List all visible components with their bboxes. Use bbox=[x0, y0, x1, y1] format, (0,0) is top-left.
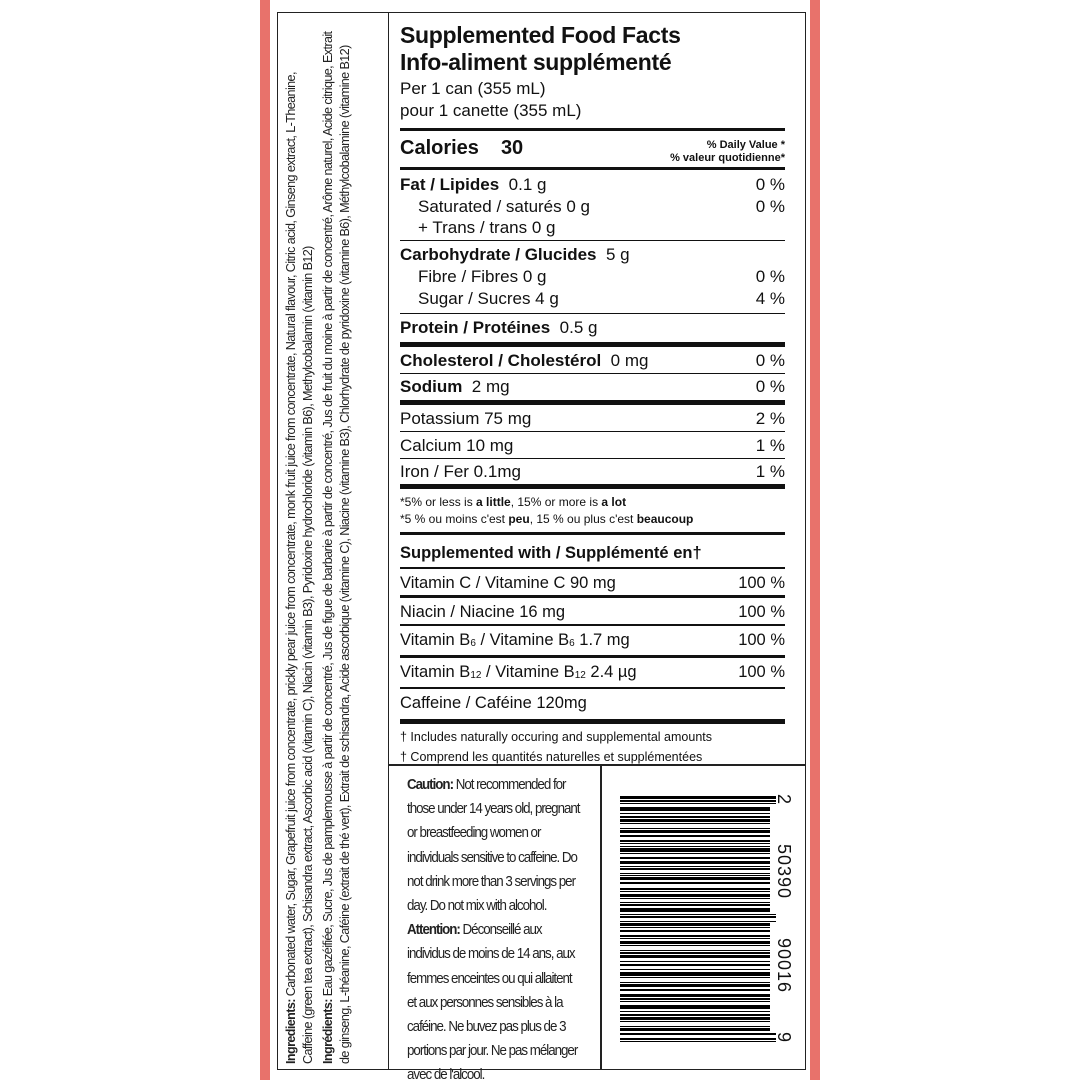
calories-row bbox=[400, 131, 785, 167]
saturated-label: Saturated / saturés 0 g bbox=[418, 196, 590, 216]
barcode-bar bbox=[620, 873, 770, 874]
barcode-bar bbox=[620, 1033, 776, 1035]
barcode-bar bbox=[620, 1026, 770, 1027]
vitamin-b6-pct: 100 % bbox=[738, 631, 785, 649]
barcode-bar bbox=[620, 961, 770, 962]
niacin-row bbox=[400, 598, 785, 624]
carb-value: 5 g bbox=[605, 244, 630, 264]
barcode-bar bbox=[620, 950, 770, 951]
iron-label: Iron / Fer 0.1mg bbox=[400, 461, 521, 481]
accent-stripe-left bbox=[260, 0, 270, 1080]
ingredients-en: Carbonated water, Sugar, Grapefruit juice from concentrate, prickly pear juice from concentrate, monk fruit juice from concentrate, Natural flavour, Citric acid, Ginseng extract, L-Theanine, Caffeine (green tea extract), Schisandra extract, Ascorbic acid (vitamin C), Niacin (vitamin B3), Pyridoxine hydrochloride (vitamin B6), Methylcobalamin (vitamin B12) bbox=[284, 72, 316, 1064]
protein-label: Protein / Protéines bbox=[400, 317, 551, 337]
barcode-bar bbox=[620, 964, 770, 966]
potassium-pct: 2 % bbox=[755, 408, 785, 428]
barcode-bar bbox=[620, 1028, 770, 1031]
fat-label: Fat / Lipides bbox=[400, 174, 500, 194]
barcode-bar bbox=[620, 800, 776, 802]
barcode-bar bbox=[620, 819, 770, 822]
sodium-row bbox=[400, 374, 785, 400]
sugar-label: Sugar / Sucres 4 g bbox=[418, 288, 559, 308]
barcode-bar bbox=[620, 914, 776, 915]
cholesterol-row bbox=[400, 347, 785, 373]
barcode-bar bbox=[620, 813, 770, 814]
barcode-bar bbox=[620, 882, 770, 884]
barcode-bar bbox=[620, 843, 770, 844]
vitamin-c-row bbox=[400, 569, 785, 595]
barcode-digit-last: 2 bbox=[774, 794, 794, 806]
caution-en-label: Caution: bbox=[407, 777, 453, 793]
fibre-pct: 0 % bbox=[755, 266, 785, 286]
barcode-bar bbox=[620, 803, 776, 804]
barcode-bar bbox=[620, 902, 770, 903]
note-fr: † Comprend les quantités naturelles et supplémentées bbox=[400, 750, 703, 764]
barcode-bar bbox=[620, 894, 770, 897]
saturated-pct: 0 % bbox=[755, 196, 785, 216]
potassium-label: Potassium 75 mg bbox=[400, 408, 532, 428]
caution-fr: Déconseillé aux individus de moins de 14 ans, aux femmes enceintes ou qui allaitent et aux personnes sensibles à la caféine. Ne buvez pas plus de 3 portions par jour. Ne pas mélanger avec de l'alcool. bbox=[407, 922, 578, 1084]
footnote-fr: *5 % ou moins c'est peu, 15 % ou plus c'est beaucoup bbox=[400, 511, 694, 526]
daily-value-fr: % valeur quotidienne* bbox=[670, 152, 785, 164]
barcode-bar bbox=[620, 807, 770, 811]
note-en: † Includes naturally occuring and supplemental amounts bbox=[400, 730, 712, 744]
trans-label: + Trans / trans 0 g bbox=[418, 217, 556, 237]
barcode-bar bbox=[620, 984, 770, 987]
title-fr: Info-aliment supplémenté bbox=[400, 49, 672, 75]
daily-value-en: % Daily Value * bbox=[706, 139, 785, 151]
protein-value: 0.5 g bbox=[559, 317, 598, 337]
barcode-bar bbox=[620, 898, 770, 899]
potassium-row bbox=[400, 405, 785, 431]
barcode-bar bbox=[620, 972, 770, 976]
barcode-bar bbox=[620, 823, 770, 824]
calcium-label: Calcium 10 mg bbox=[400, 435, 514, 455]
fat-pct: 0 % bbox=[755, 174, 785, 194]
sugar-row bbox=[400, 288, 785, 310]
title-en: Supplemented Food Facts bbox=[400, 22, 681, 48]
serving-en: Per 1 can (355 mL) bbox=[400, 79, 546, 98]
carb-row bbox=[400, 244, 785, 266]
cholesterol-label: Cholesterol / Cholestérol bbox=[400, 350, 602, 370]
barcode-bar bbox=[620, 1011, 770, 1012]
divider bbox=[600, 764, 602, 1070]
sugar-pct: 4 % bbox=[755, 288, 785, 308]
fat-value: 0.1 g bbox=[508, 174, 547, 194]
accent-stripe-right bbox=[810, 0, 820, 1080]
barcode-bar bbox=[620, 877, 770, 880]
barcode-bar bbox=[620, 989, 770, 991]
trans-row bbox=[400, 218, 785, 237]
protein-row bbox=[400, 314, 785, 342]
vitamin-c-label: Vitamin C / Vitamine C 90 mg bbox=[400, 574, 616, 592]
barcode-bar bbox=[620, 796, 776, 799]
barcode-bar bbox=[620, 857, 770, 859]
barcode-bar bbox=[620, 921, 776, 922]
barcode-bar bbox=[620, 945, 770, 946]
caution-box bbox=[407, 773, 582, 1088]
barcode-bar bbox=[620, 930, 770, 932]
ingredients-column bbox=[277, 12, 389, 1070]
vitamin-b12-row: Vitamin $B_{12}$ / Vitamine $B_{12}$ 2.4 µg 100 % bbox=[400, 658, 785, 687]
barcode-bar bbox=[620, 830, 770, 833]
barcode-bar bbox=[620, 908, 770, 912]
caffeine-label: Caffeine / Caféine 120mg bbox=[400, 694, 587, 712]
barcode-group-left: 90016 bbox=[774, 938, 794, 994]
barcode-bar bbox=[620, 994, 770, 997]
caution-fr-label: Attention: bbox=[407, 922, 460, 939]
barcode-bar bbox=[620, 941, 770, 944]
barcode-bar bbox=[620, 848, 770, 852]
footnote bbox=[400, 489, 785, 532]
saturated-row bbox=[400, 196, 785, 218]
barcode-bar bbox=[620, 861, 770, 864]
barcode-bar bbox=[620, 923, 770, 926]
iron-row bbox=[400, 459, 785, 484]
barcode-digits bbox=[768, 792, 796, 1050]
barcode-bar bbox=[620, 888, 770, 890]
calcium-pct: 1 % bbox=[755, 435, 785, 455]
vitamin-c-pct: 100 % bbox=[738, 574, 785, 592]
cholesterol-value: 0 mg bbox=[610, 350, 649, 370]
barcode-bar bbox=[620, 840, 770, 842]
ingredients-fr: Eau gazéifiée, Sucre, Jus de pamplemousse à partir de concentré, Jus de figue de barbarie à partir de concentré, Jus de fruit du moine à partir de concentré, Arôme naturel, Acide citrique, Extrait de ginseng, L-théanine, Caféine (extrait de thé vert), Extrait de schisandra, Acide ascorbique (vitamine C), Niacine (vitamine B3), Chlorhydrate de pyridoxine (vitamine B6), Méthylcobalamine (vitamine B12) bbox=[320, 31, 353, 1064]
caution-en: Not recommended for those under 14 years old, pregnant or breastfeeding women or individuals sensitive to caffeine. Do not drink more than 3 servings per day. Do not mix with alcohol. bbox=[407, 777, 580, 915]
barcode-bar bbox=[620, 1005, 770, 1009]
barcode-bar bbox=[620, 816, 770, 818]
barcode-bar bbox=[620, 977, 770, 978]
barcode-bar bbox=[620, 835, 770, 837]
sodium-pct: 0 % bbox=[755, 376, 785, 396]
cholesterol-pct: 0 % bbox=[755, 350, 785, 370]
fibre-label: Fibre / Fibres 0 g bbox=[418, 266, 547, 286]
barcode-bar bbox=[620, 1001, 770, 1002]
barcode bbox=[620, 792, 800, 1050]
ingredients-fr-label: Ingrédients: bbox=[320, 999, 335, 1064]
barcode-bar bbox=[620, 1017, 770, 1020]
barcode-bar bbox=[620, 875, 770, 876]
serving-fr: pour 1 canette (355 mL) bbox=[400, 101, 582, 120]
vitamin-b12-pct: 100 % bbox=[738, 662, 785, 681]
vitamin-b6-row: Vitamin $B_6$ / Vitamine $B_6$ 1.7 mg 100 % bbox=[400, 626, 785, 655]
sodium-value: 2 mg bbox=[471, 376, 510, 396]
iron-pct: 1 % bbox=[755, 461, 785, 481]
barcode-bar bbox=[620, 955, 770, 958]
barcode-bar bbox=[620, 828, 770, 829]
fibre-row bbox=[400, 266, 785, 288]
barcode-group-right: 50390 bbox=[774, 844, 794, 900]
calories-value: 30 bbox=[500, 137, 524, 159]
barcode-bar bbox=[620, 1021, 770, 1022]
divider bbox=[389, 764, 806, 766]
sodium-label: Sodium bbox=[400, 376, 463, 396]
barcode-bar bbox=[620, 853, 770, 854]
calories-label: Calories bbox=[400, 137, 479, 159]
barcode-bars bbox=[620, 792, 776, 1050]
barcode-bar bbox=[620, 866, 770, 867]
niacin-pct: 100 % bbox=[738, 602, 785, 621]
carb-label: Carbohydrate / Glucides bbox=[400, 244, 597, 264]
fat-row bbox=[400, 174, 785, 196]
caffeine-row bbox=[400, 689, 785, 719]
supplement-notes bbox=[400, 724, 785, 767]
barcode-bar bbox=[620, 935, 770, 937]
nutrition-facts-table bbox=[400, 22, 785, 767]
niacin-label: Niacin / Niacine 16 mg bbox=[400, 602, 566, 621]
barcode-bar bbox=[620, 1041, 776, 1042]
footnote-en: *5% or less is a little, 15% or more is a lot bbox=[400, 494, 627, 509]
barcode-bar bbox=[620, 927, 770, 928]
barcode-bar bbox=[620, 904, 770, 906]
barcode-bar bbox=[620, 1038, 776, 1040]
barcode-bar bbox=[620, 938, 770, 939]
barcode-bar bbox=[620, 952, 770, 954]
barcode-digit-first: 9 bbox=[774, 1032, 794, 1044]
ingredients-en-label: Ingredients: bbox=[284, 999, 298, 1064]
supplemented-heading: Supplemented with / Supplémenté en† bbox=[400, 543, 702, 562]
barcode-bar bbox=[620, 916, 776, 918]
calcium-row bbox=[400, 432, 785, 458]
barcode-bar bbox=[620, 846, 770, 847]
barcode-bar bbox=[620, 982, 770, 983]
ingredients-text bbox=[277, 20, 389, 1070]
barcode-bar bbox=[620, 1014, 770, 1016]
barcode-bar bbox=[620, 998, 770, 1000]
barcode-bar bbox=[620, 969, 770, 970]
barcode-bar bbox=[620, 891, 770, 892]
barcode-bar bbox=[620, 868, 770, 870]
